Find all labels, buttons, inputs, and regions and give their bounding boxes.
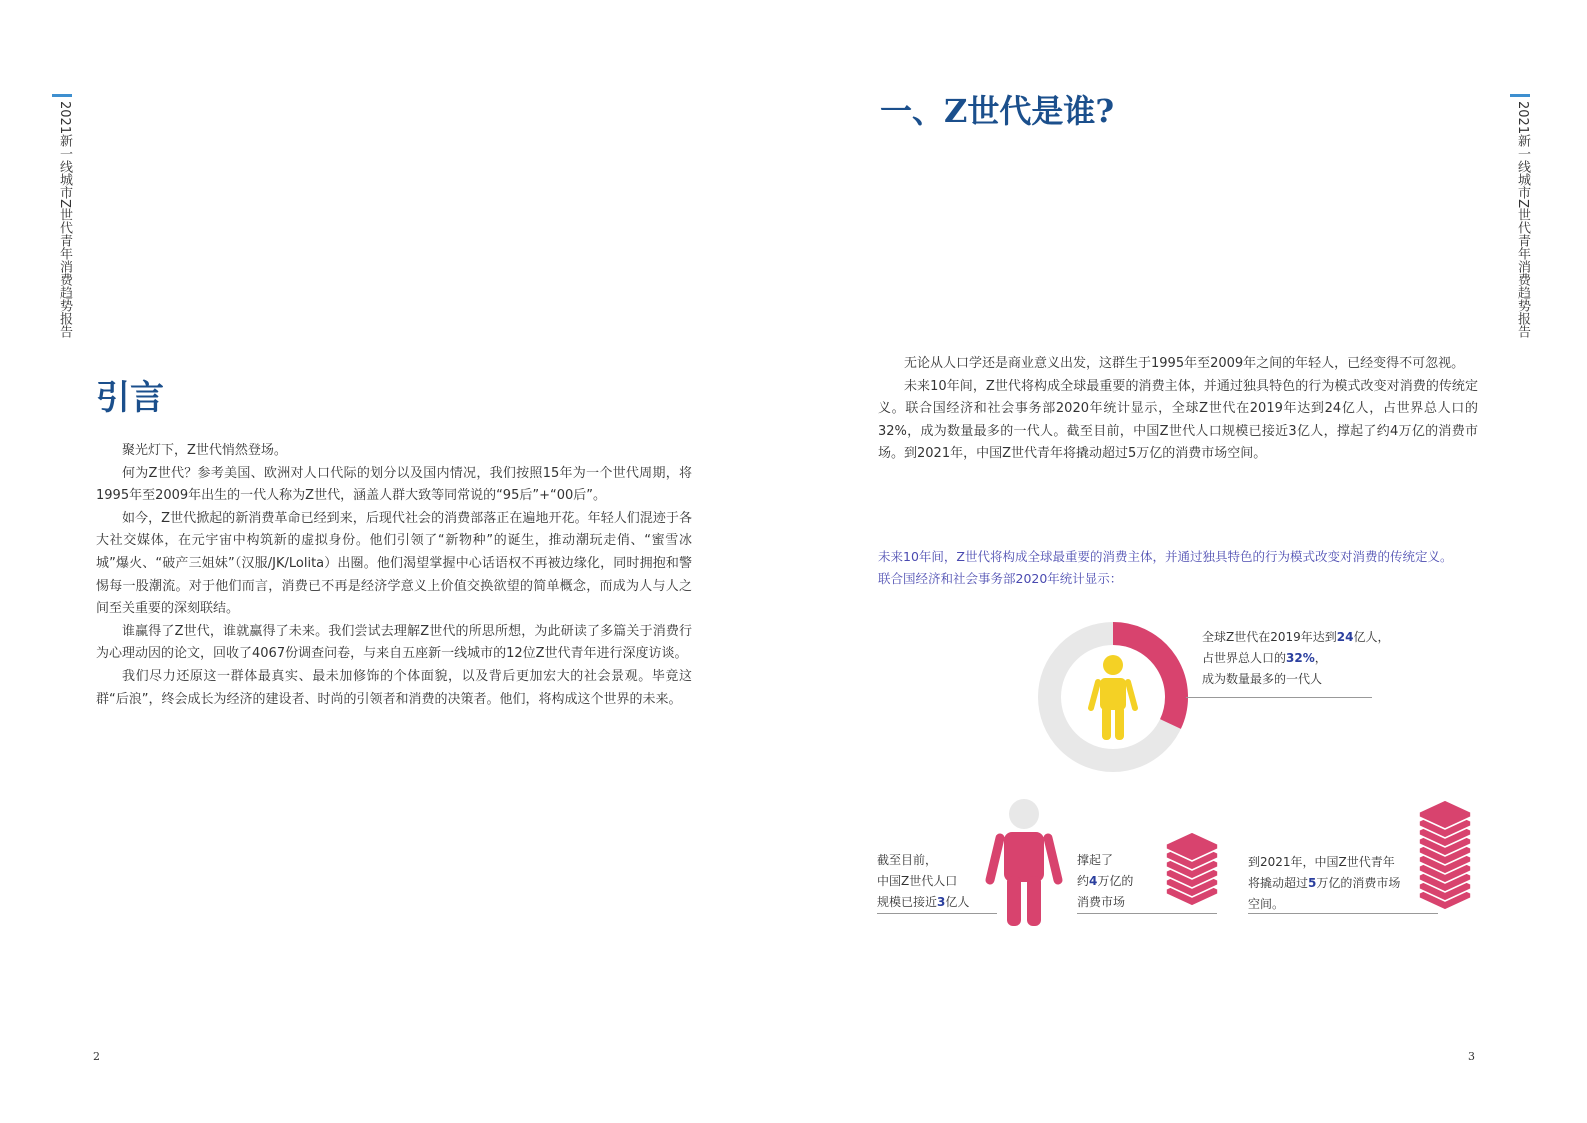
person-pink-icon (985, 798, 1063, 928)
stat-text: 空间。 (1248, 897, 1285, 911)
page-number-right: 3 (1468, 1050, 1475, 1063)
intro-paragraph: 谁赢得了Z世代，谁就赢得了未来。我们尝试去理解Z世代的所思所想，为此研读了多篇关于消费行为心理动因的论文，回收了4067份调查问卷，与来自五座新一线城市的12位Z世代青年进行深度访谈。 (96, 623, 692, 662)
future-stat-rule (1248, 913, 1438, 914)
stat-number: 4 (1089, 874, 1098, 888)
intro-paragraph: 何为Z世代？参考美国、欧洲对人口代际的划分以及国内情况，我们按照15年为一个世代周期，将1995年至2009年出生的一代人称为Z世代，涵盖人群大致等同常说的“95后”+“00后”。 (96, 465, 692, 504)
stat-text: 将撬动超过 (1248, 876, 1309, 890)
stack-large-icon (1415, 794, 1475, 916)
china-population-stat (877, 850, 969, 913)
stat-text: 万亿的 (1097, 874, 1134, 888)
stat-text: 成为数量最多的一代人 (1202, 672, 1323, 686)
stat-text: 中国Z世代人口 (877, 874, 958, 888)
report-title-vertical-left: 2021新一线城市Z世代青年消费趋势报告 (52, 94, 72, 338)
stat-text: 撑起了 (1077, 853, 1114, 867)
highlight-quote (878, 546, 1498, 590)
intro-paragraph: 如今，Z世代掀起的新消费革命已经到来，后现代社会的消费部落正在遍地开花。年轻人们混迹于各大社交媒体，在元宇宙中构筑新的虚拟身份。他们引领了“新物种”的诞生，推动潮玩走俏、“蜜雪冰城”爆火、“破产三姐妹”（汉服/JK/Lolita）出圈。他们渴望掌握中心话语权不再被边缘化，同时拥抱和警惕每一股潮流。对于他们而言，消费已不再是经济学意义上价值交换欲望的简单概念，而成为人与人之间至关重要的深刻联结。 (96, 510, 692, 617)
stat-number: 5 (1308, 876, 1317, 890)
highlight-line: 未来10年间，Z世代将构成全球最重要的消费主体，并通过独具特色的行为模式改变对消费的传统定义。 (878, 549, 1453, 564)
stat-text: 约 (1077, 874, 1090, 888)
person-yellow-icon (1088, 654, 1138, 742)
stat-text: 万亿的消费市场 (1316, 876, 1401, 890)
stat-number: 3 (937, 895, 946, 909)
stat-number: 24 (1336, 630, 1354, 644)
section-paragraph: 未来10年间，Z世代将构成全球最重要的消费主体，并通过独具特色的行为模式改变对消费的传统定义。联合国经济和社会事务部2020年统计显示，全球Z世代在2019年达到24亿人，占世界总人口的32%，成为数量最多的一代人。截至目前，中国Z世代人口规模已接近3亿人，撑起了约4万亿的消费市场。到2021年，中国Z世代青年将撬动超过5万亿的消费市场空间。 (878, 378, 1478, 462)
stat-text: 占世界总人口的 (1202, 651, 1287, 665)
stat-text: 规模已接近 (877, 895, 938, 909)
page-number-left: 2 (93, 1050, 100, 1063)
stack-small-icon (1162, 826, 1222, 916)
section-body (878, 353, 1478, 466)
stat-text: 亿人， (1353, 630, 1390, 644)
china-stat-rule (877, 913, 997, 914)
stat-number: 32% (1286, 651, 1315, 665)
global-stat (1202, 627, 1389, 690)
highlight-line: 联合国经济和社会事务部2020年统计显示： (878, 571, 1123, 586)
stat-text: 亿人 (945, 895, 970, 909)
intro-paragraph: 聚光灯下，Z世代悄然登场。 (122, 443, 287, 458)
intro-paragraph: 我们尽力还原这一群体最真实、最未加修饰的个体面貌，以及背后更加宏大的社会景观。毕竟这群“后浪”，终会成长为经济的建设者、时尚的引领者和消费的决策者。他们，将构成这个世界的未来。 (96, 668, 692, 707)
report-title-vertical-right: 2021新一线城市Z世代青年消费趋势报告 (1510, 94, 1530, 338)
stat-text: 消费市场 (1077, 895, 1126, 909)
section-heading: 一、Z世代是谁? (880, 92, 1115, 130)
stat-text: 到2021年，中国Z世代青年 (1248, 855, 1395, 869)
intro-body (96, 440, 692, 711)
global-stat-rule (1186, 697, 1372, 698)
section-paragraph: 无论从人口学还是商业意义出发，这群生于1995年至2009年之间的年轻人，已经变得不可忽视。 (904, 356, 1465, 371)
stat-text: ， (1314, 651, 1327, 665)
market-stat (1077, 850, 1133, 913)
stat-text: 全球Z世代在2019年达到 (1202, 630, 1337, 644)
stat-text: 截至目前， (877, 853, 938, 867)
intro-heading: 引言 (96, 378, 164, 418)
future-market-stat (1248, 852, 1400, 915)
